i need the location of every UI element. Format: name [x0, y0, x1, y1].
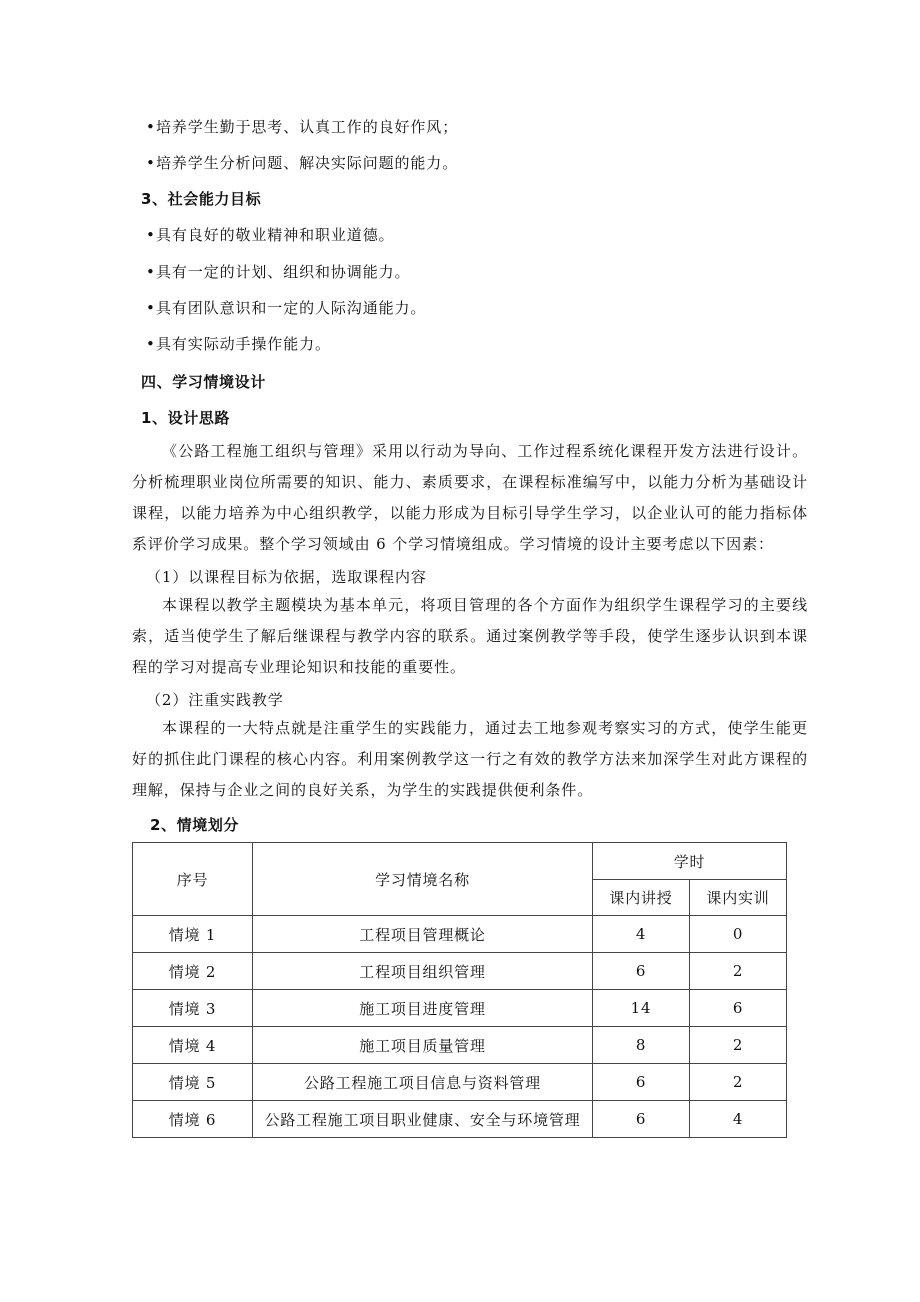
cell-name: 公路工程施工项目信息与资料管理: [253, 1064, 593, 1101]
cell-index: 情境 4: [133, 1027, 253, 1064]
bullet-item: •具有一定的计划、组织和协调能力。: [146, 263, 411, 281]
cell-name: 施工项目进度管理: [253, 990, 593, 1027]
table-row: [133, 916, 787, 953]
bullet-item: •具有团队意识和一定的人际沟通能力。: [146, 299, 427, 317]
cell-lecture: 6: [593, 1101, 690, 1138]
bullet-icon: •: [146, 335, 156, 353]
cell-name: 工程项目组织管理: [253, 953, 593, 990]
header-lecture: 课内讲授: [593, 880, 690, 916]
table-row: [133, 953, 787, 990]
bullet-icon: •: [146, 226, 156, 244]
header-hours: 学时: [593, 843, 787, 880]
cell-index: 情境 1: [133, 916, 253, 953]
table-row: [133, 1101, 787, 1138]
learning-situation-table: [132, 842, 787, 1138]
intro-paragraph: 《公路工程施工组织与管理》采用以行动为导向、工作过程系统化课程开发方法进行设计。分析梳理职业岗位所需要的知识、能力、素质要求，在课程标准编写中，以能力分析为基础设计课程，以能力培养为中心组织教学，以能力形成为目标引导学生学习，以企业认可的能力指标体系评价学习成果。整个学习领域由 6 个学习情境组成。学习情境的设计主要考虑以下因素：: [132, 442, 808, 553]
cell-name: 工程项目管理概论: [253, 916, 593, 953]
table-row: [133, 990, 787, 1027]
cell-lecture: 6: [593, 953, 690, 990]
subsection-heading-design: 1、设计思路: [141, 409, 231, 427]
bullet-item: •具有良好的敬业精神和职业道德。: [146, 226, 395, 244]
subsection-heading-division: 2、情境划分: [150, 816, 240, 834]
cell-practice: 0: [690, 916, 787, 953]
bullet-item: •具有实际动手操作能力。: [146, 335, 331, 353]
header-name: 学习情境名称: [253, 843, 593, 916]
cell-index: 情境 5: [133, 1064, 253, 1101]
bullet-item: •培养学生勤于思考、认真工作的良好作风；: [146, 118, 459, 136]
cell-practice: 4: [690, 1101, 787, 1138]
bullet-item: •培养学生分析问题、解决实际问题的能力。: [146, 154, 459, 172]
cell-name: 施工项目质量管理: [253, 1027, 593, 1064]
bullet-icon: •: [146, 154, 156, 172]
cell-index: 情境 6: [133, 1101, 253, 1138]
cell-index: 情境 3: [133, 990, 253, 1027]
cell-practice: 2: [690, 1064, 787, 1101]
factor1-title: （1）以课程目标为依据，选取课程内容: [146, 568, 427, 586]
section-heading-4: 四、学习情境设计: [141, 373, 266, 391]
factor2-paragraph: 本课程的一大特点就是注重学生的实践能力，通过去工地参观考察实习的方式，使学生能更好的抓住此门课程的核心内容。利用案例教学这一行之有效的教学方法来加深学生对此方课程的理解，保持与企业之间的良好关系，为学生的实践提供便利条件。: [132, 719, 808, 799]
header-practice: 课内实训: [690, 880, 787, 916]
header-index: 序号: [133, 843, 253, 916]
cell-lecture: 8: [593, 1027, 690, 1064]
table-header-row: [133, 843, 787, 880]
bullet-icon: •: [146, 263, 156, 281]
bullet-icon: •: [146, 118, 156, 136]
factor1-paragraph: 本课程以教学主题模块为基本单元，将项目管理的各个方面作为组织学生课程学习的主要线索，适当使学生了解后继课程与教学内容的联系。通过案例教学等手段，使学生逐步认识到本课程的学习对提高专业理论知识和技能的重要性。: [132, 596, 808, 676]
section-heading-social: 3、社会能力目标: [141, 190, 262, 208]
cell-practice: 2: [690, 953, 787, 990]
cell-practice: 2: [690, 1027, 787, 1064]
cell-lecture: 6: [593, 1064, 690, 1101]
cell-index: 情境 2: [133, 953, 253, 990]
cell-practice: 6: [690, 990, 787, 1027]
cell-name: 公路工程施工项目职业健康、安全与环境管理: [253, 1101, 593, 1138]
cell-lecture: 14: [593, 990, 690, 1027]
factor2-title: （2）注重实践教学: [146, 691, 284, 709]
table-row: [133, 1064, 787, 1101]
table-row: [133, 1027, 787, 1064]
bullet-icon: •: [146, 299, 156, 317]
cell-lecture: 4: [593, 916, 690, 953]
